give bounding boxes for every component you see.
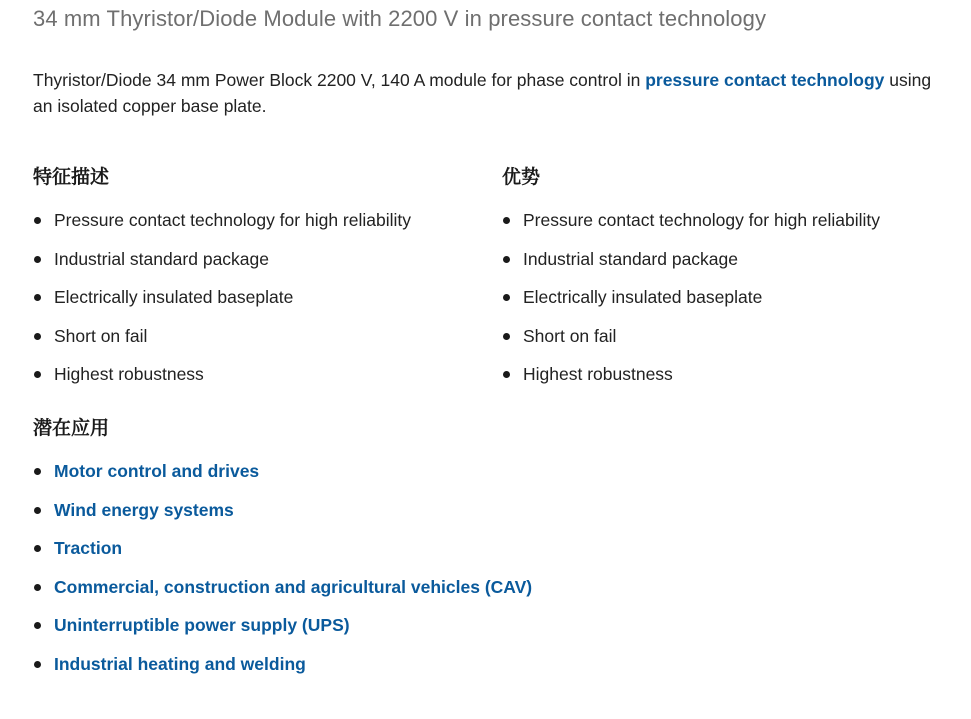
benefits-list [502,209,880,402]
bullet-icon [503,256,510,263]
list-item [502,363,880,402]
bullet-icon [503,217,510,224]
bullet-icon [34,507,41,514]
feature-text: Electrically insulated baseplate [54,287,294,307]
list-item [33,248,411,287]
list-item [33,460,532,499]
bullet-icon [503,371,510,378]
product-description [33,67,953,119]
feature-text: Pressure contact technology for high reliability [54,210,411,230]
list-item [33,614,532,653]
application-link-industrial-heating[interactable]: Industrial heating and welding [54,653,306,674]
product-subtitle: 34 mm Thyristor/Diode Module with 2200 V in pressure contact technology [33,6,767,31]
list-item [502,209,880,248]
benefit-text: Electrically insulated baseplate [523,287,763,307]
bullet-icon [34,622,41,629]
list-item [502,248,880,287]
benefit-text: Highest robustness [523,364,673,384]
application-link-ups[interactable]: Uninterruptible power supply (UPS) [54,615,350,635]
bullet-icon [34,545,41,552]
feature-text: Short on fail [54,325,148,346]
list-item [33,286,411,325]
feature-text: Industrial standard package [54,248,269,269]
application-link-traction[interactable]: Traction [54,538,123,558]
application-link-motor-control[interactable]: Motor control and drives [54,461,260,481]
benefit-text: Industrial standard package [523,248,738,269]
benefits-heading: 优势 [502,167,541,188]
list-item [33,653,532,692]
list-item [33,499,532,538]
bullet-icon [503,333,510,340]
benefit-text: Short on fail [523,325,617,346]
bullet-icon [34,661,41,668]
applications-list [33,460,532,691]
feature-text: Highest robustness [54,364,204,384]
description-text-end: using an isolated copper base plate. [33,70,932,116]
features-heading: 特征描述 [33,167,110,188]
bullet-icon [34,333,41,340]
list-item [33,576,532,615]
application-link-cav[interactable]: Commercial, construction and agricultural vehicles (CAV) [54,576,533,597]
benefit-text: Pressure contact technology for high reliability [523,210,880,230]
pressure-contact-technology-link[interactable]: pressure contact technology [645,70,885,90]
features-list [33,209,411,402]
bullet-icon [34,217,41,224]
list-item [502,325,880,364]
list-item [502,286,880,325]
bullet-icon [503,294,510,301]
list-item [33,537,532,576]
bullet-icon [34,584,41,591]
bullet-icon [34,256,41,263]
list-item [33,325,411,364]
applications-heading: 潜在应用 [33,418,110,439]
list-item [33,209,411,248]
bullet-icon [34,294,41,301]
list-item [33,363,411,402]
bullet-icon [34,468,41,475]
bullet-icon [34,371,41,378]
description-text: Thyristor/Diode 34 mm Power Block 2200 V, 140 A module for phase control in [33,70,646,90]
application-link-wind-energy[interactable]: Wind energy systems [54,499,234,520]
